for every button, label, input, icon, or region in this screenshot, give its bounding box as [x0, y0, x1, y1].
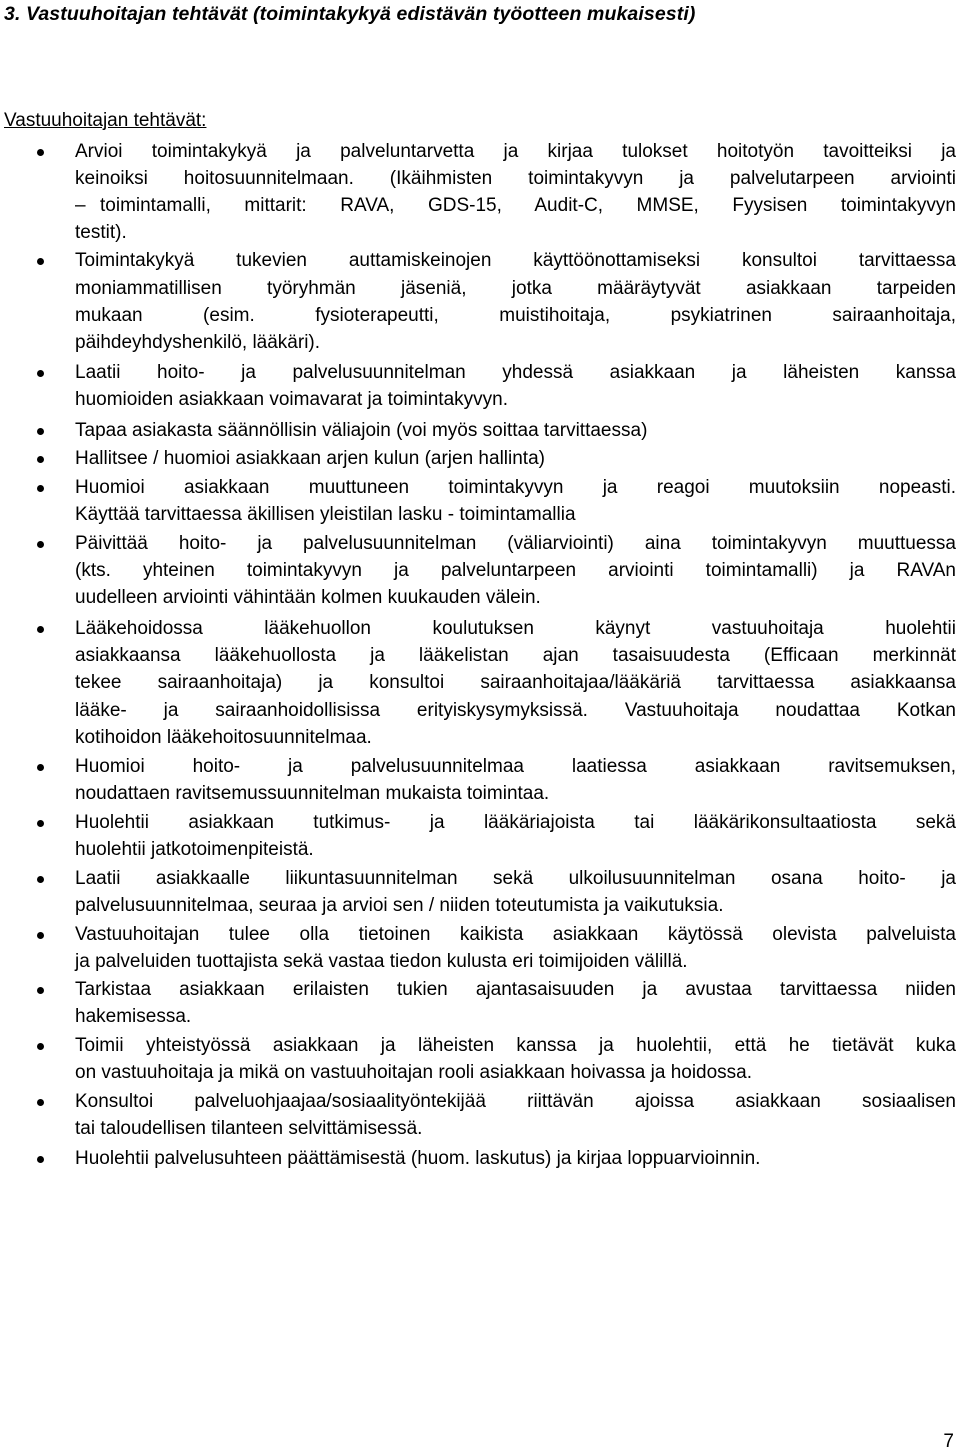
- dash-marker: –: [75, 195, 86, 216]
- bullet-dot: [37, 456, 44, 463]
- bullet-dot: [37, 258, 44, 265]
- bullet-dot: [37, 428, 44, 435]
- bullet-dot: [37, 1099, 44, 1106]
- text-line: (kts. yhteinen toimintakyvyn ja palveluntarpeen arviointi toimintamalli) ja RAVAn: [75, 560, 956, 581]
- bullet-dot: [37, 370, 44, 377]
- bullet-dot: [37, 876, 44, 883]
- bullet-dot: [37, 987, 44, 994]
- text-line: Laatii asiakkaalle liikuntasuunnitelman sekä ulkoilusuunnitelman osana hoito- ja: [75, 868, 956, 889]
- text-line: palvelusuunnitelmaa, seuraa ja arvioi sen / niiden toteutumista ja vaikutuksia.: [75, 895, 724, 916]
- bullet-dot: [37, 149, 44, 156]
- text-line: on vastuuhoitaja ja mikä on vastuuhoitajan rooli asiakkaan hoivassa ja hoidossa.: [75, 1062, 753, 1083]
- text-line: Tarkistaa asiakkaan erilaisten tukien ajantasaisuuden ja avustaa tarvittaessa niiden: [75, 979, 956, 1000]
- page-number: 7: [943, 1431, 954, 1452]
- text-line: huolehtii jatkotoimenpiteistä.: [75, 839, 314, 860]
- text-line: Lääkehoidossa lääkehuollon koulutuksen käynyt vastuuhoitaja huolehtii: [75, 618, 956, 639]
- text-line: Huolehtii asiakkaan tutkimus- ja lääkäriajoista tai lääkärikonsultaatiosta sekä: [75, 812, 956, 833]
- bullet-dot: [37, 626, 44, 633]
- bullet-dot: [37, 820, 44, 827]
- text-line: Huomioi asiakkaan muuttuneen toimintakyvyn ja reagoi muutoksiin nopeasti.: [75, 477, 956, 498]
- text-line: Laatii hoito- ja palvelusuunnitelman yhdessä asiakkaan ja läheisten kanssa: [75, 362, 956, 383]
- text-line: noudattaen ravitsemussuunnitelman mukaista toimintaa.: [75, 783, 550, 804]
- text-line: hakemisessa.: [75, 1006, 192, 1027]
- bullet-dot: [37, 485, 44, 492]
- text-line: Huolehtii palvelusuhteen päättämisestä (huom. laskutus) ja kirjaa loppuarvioinnin.: [75, 1148, 761, 1169]
- text-line: asiakkaansa lääkehuollosta ja lääkelistan ajan tasaisuudesta (Efficaan merkinnät: [75, 645, 956, 666]
- text-line: toimintamalli, mittarit: RAVA, GDS-15, Audit-C, MMSE, Fyysisen toimintakyvyn: [100, 195, 956, 216]
- text-line: kotihoidon lääkehoitosuunnitelmaa.: [75, 727, 372, 748]
- text-line: päihdeyhdyshenkilö, lääkäri).: [75, 332, 321, 353]
- text-line: ja palveluiden tuottajista sekä vastaa tiedon kulusta eri toimijoiden välillä.: [75, 951, 688, 972]
- bullet-dot: [37, 1156, 44, 1163]
- text-line: keinoiksi hoitosuunnitelmaan. (Ikäihmisten toimintakyvyn ja palvelutarpeen arviointi: [75, 168, 956, 189]
- text-line: lääke- ja sairaanhoidollisissa erityiskysymyksissä. Vastuuhoitaja noudattaa Kotkan: [75, 700, 956, 721]
- text-line: Hallitsee / huomioi asiakkaan arjen kulun (arjen hallinta): [75, 448, 545, 469]
- text-line: Huomioi hoito- ja palvelusuunnitelmaa laatiessa asiakkaan ravitsemuksen,: [75, 756, 956, 777]
- bullet-dot: [37, 1043, 44, 1050]
- bullet-dot: [37, 764, 44, 771]
- text-line: mukaan (esim. fysioterapeutti, muistihoitaja, psykiatrinen sairaanhoitaja,: [75, 305, 956, 326]
- text-line: Toimii yhteistyössä asiakkaan ja läheisten kanssa ja huolehtii, että he tietävät kuka: [75, 1035, 956, 1056]
- text-line: moniammatillisen työryhmän jäseniä, jotka määräytyvät asiakkaan tarpeiden: [75, 278, 956, 299]
- section-heading: 3. Vastuuhoitajan tehtävät (toimintakykyä edistävän työotteen mukaisesti): [4, 3, 696, 25]
- text-line: Toimintakykyä tukevien auttamiskeinojen käyttöönottamiseksi konsultoi tarvittaessa: [75, 250, 956, 271]
- text-line: Arvioi toimintakykyä ja palveluntarvetta ja kirjaa tulokset hoitotyön tavoitteiksi ja: [75, 141, 956, 162]
- text-line: testit).: [75, 222, 127, 243]
- text-line: tai taloudellisen tilanteen selvittämisessä.: [75, 1118, 423, 1139]
- bullet-dot: [37, 541, 44, 548]
- text-line: Tapaa asiakasta säännöllisin väliajoin (voi myös soittaa tarvittaessa): [75, 420, 648, 441]
- text-line: Vastuuhoitajan tulee olla tietoinen kaikista asiakkaan käytössä olevista palveluista: [75, 924, 956, 945]
- text-line: Käyttää tarvittaessa äkillisen yleistilan lasku - toimintamallia: [75, 504, 576, 525]
- text-line: Konsultoi palveluohjaajaa/sosiaalityöntekijää riittävän ajoissa asiakkaan sosiaalisen: [75, 1091, 956, 1112]
- text-line: huomioiden asiakkaan voimavarat ja toimintakyvyn.: [75, 389, 508, 410]
- tasks-subheading: Vastuuhoitajan tehtävät:: [4, 110, 207, 131]
- bullet-dot: [37, 932, 44, 939]
- text-line: tekee sairaanhoitaja) ja konsultoi sairaanhoitajaa/lääkäriä tarvittaessa asiakkaansa: [75, 672, 956, 693]
- text-line: Päivittää hoito- ja palvelusuunnitelman (väliarviointi) aina toimintakyvyn muuttuessa: [75, 533, 956, 554]
- text-line: uudelleen arviointi vähintään kolmen kuukauden välein.: [75, 587, 541, 608]
